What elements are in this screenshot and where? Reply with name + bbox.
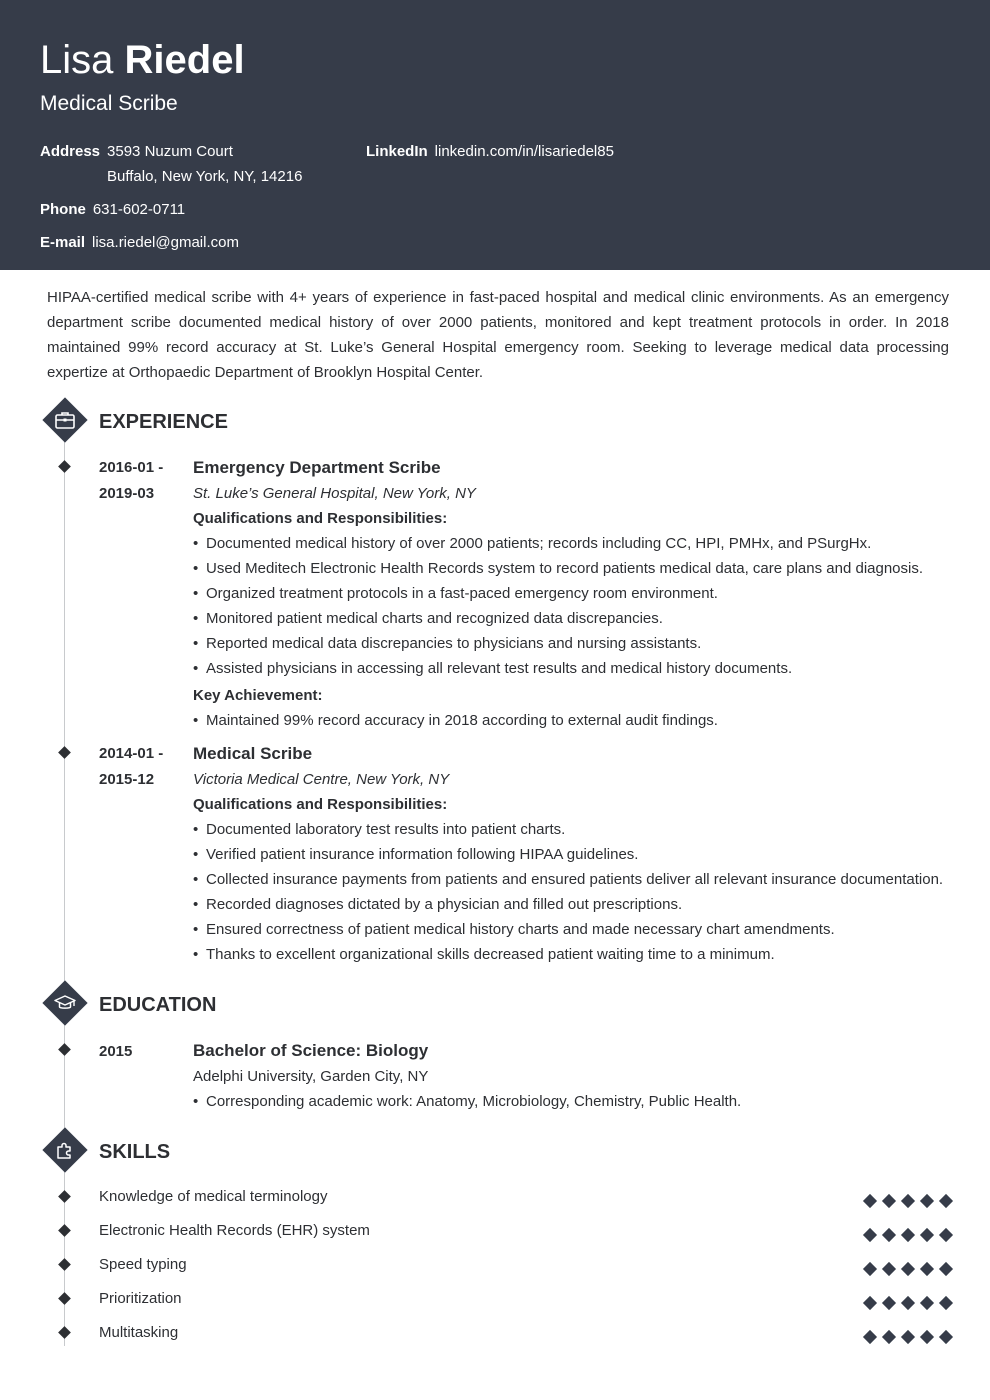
rating-diamond <box>863 1228 877 1242</box>
rating-diamond <box>901 1262 915 1276</box>
coursework-list <box>193 1089 953 1114</box>
skill-rating <box>856 1190 951 1204</box>
education-entry <box>193 1037 953 1114</box>
rating-diamond <box>939 1330 953 1344</box>
school-name: Adelphi University, Garden City, NY <box>193 1068 429 1085</box>
rating-diamond <box>901 1228 915 1242</box>
puzzle-icon <box>53 1138 77 1162</box>
rating-diamond <box>863 1262 877 1276</box>
timeline-dot <box>58 746 71 759</box>
address-line2: Buffalo, New York, NY, 14216 <box>107 168 303 185</box>
rating-diamond <box>920 1296 934 1310</box>
job-entry <box>193 740 953 967</box>
experience-heading: EXPERIENCE <box>99 411 228 433</box>
skill-name: Knowledge of medical terminology <box>99 1188 328 1205</box>
address-label: Address <box>40 143 101 160</box>
job-company: St. Luke’s General Hospital, New York, NY <box>193 485 476 502</box>
rating-diamond <box>939 1194 953 1208</box>
timeline-dot <box>58 460 71 473</box>
timeline-dot <box>58 1224 71 1237</box>
list-item: • Documented medical history of over 2000 patients; records including CC, HPI, PMHx, and PSurgHx. <box>193 531 953 556</box>
address-block <box>40 139 233 164</box>
skill-name: Prioritization <box>99 1290 182 1307</box>
candidate-name <box>40 36 245 84</box>
email-value: lisa.riedel@gmail.com <box>92 234 239 251</box>
profile-summary: HIPAA-certified medical scribe with 4+ years of experience in fast-paced hospital and medical clinic environments. As an emergency department scribe documented medical history of over 2000 patients, monitored and kept treatment protocols in order. In 2018 maintained 99% record accuracy at St. Luke’s General Hospital emergency room. Seeking to leverage medical data processing expertize at Orthopaedic Department of Brooklyn Hospital Center. <box>47 289 949 381</box>
skill-row <box>99 1321 951 1345</box>
rating-diamond <box>901 1296 915 1310</box>
rating-diamond <box>920 1262 934 1276</box>
list-item: • Verified patient insurance information following HIPAA guidelines. <box>193 842 953 867</box>
achievement-heading: Key Achievement: <box>193 687 323 704</box>
rating-diamond <box>920 1228 934 1242</box>
phone-value: 631-602-0711 <box>92 201 186 218</box>
job-date <box>99 741 163 793</box>
timeline-line <box>64 440 65 1346</box>
list-item: • Monitored patient medical charts and recognized data discrepancies. <box>193 606 953 631</box>
job-date-start: 2016-01 - <box>99 459 164 476</box>
last-name: Riedel <box>124 38 245 82</box>
timeline-dot <box>58 1292 71 1305</box>
email-block <box>40 230 239 255</box>
rating-diamond <box>939 1262 953 1276</box>
list-item: • Thanks to excellent organizational skills decreased patient waiting time to a minimum. <box>193 942 953 967</box>
skill-row <box>99 1287 951 1311</box>
skill-rating <box>856 1258 951 1272</box>
rating-diamond <box>939 1296 953 1310</box>
list-item: • Maintained 99% record accuracy in 2018 according to external audit findings. <box>193 708 953 733</box>
skill-rating <box>856 1292 951 1306</box>
rating-diamond <box>901 1330 915 1344</box>
rating-diamond <box>920 1194 934 1208</box>
skill-row <box>99 1185 951 1209</box>
degree-title: Bachelor of Science: Biology <box>193 1041 429 1060</box>
job-title: Emergency Department Scribe <box>193 458 441 477</box>
linkedin-label: LinkedIn <box>366 143 428 160</box>
linkedin-block <box>366 139 614 164</box>
list-item: • Reported medical data discrepancies to physicians and nursing assistants. <box>193 631 953 656</box>
job-title: Medical Scribe <box>193 744 313 763</box>
rating-diamond <box>939 1228 953 1242</box>
resume-header <box>0 0 990 270</box>
list-item: • Corresponding academic work: Anatomy, Microbiology, Chemistry, Public Health. <box>193 1089 953 1114</box>
timeline-dot <box>58 1326 71 1339</box>
rating-diamond <box>882 1194 896 1208</box>
rating-diamond <box>863 1296 877 1310</box>
timeline-dot <box>58 1190 71 1203</box>
phone-label: Phone <box>40 201 86 218</box>
skill-row <box>99 1219 951 1243</box>
address-line1: 3593 Nuzum Court <box>107 143 233 160</box>
rating-diamond <box>882 1262 896 1276</box>
list-item: • Used Meditech Electronic Health Records system to record patients medical data, care plans and diagnosis. <box>193 556 953 581</box>
job-date-end: 2015-12 <box>99 771 155 788</box>
rating-diamond <box>882 1296 896 1310</box>
skill-name: Multitasking <box>99 1324 179 1341</box>
skills-heading: SKILLS <box>99 1141 171 1163</box>
linkedin-value: linkedin.com/in/lisariedel85 <box>434 143 614 160</box>
achievements-list <box>193 708 953 733</box>
skill-row <box>99 1253 951 1277</box>
graduation-cap-icon <box>53 991 77 1015</box>
job-date-end: 2019-03 <box>99 485 155 502</box>
job-entry <box>193 454 953 733</box>
skill-name: Electronic Health Records (EHR) system <box>99 1222 370 1239</box>
timeline-dot <box>58 1258 71 1271</box>
timeline-dot <box>58 1043 71 1056</box>
skill-name: Speed typing <box>99 1256 187 1273</box>
email-label: E-mail <box>40 234 86 251</box>
responsibilities-list <box>193 531 953 681</box>
job-company: Victoria Medical Centre, New York, NY <box>193 771 450 788</box>
phone-block <box>40 197 185 222</box>
rating-diamond <box>863 1330 877 1344</box>
education-year: 2015 <box>99 1043 133 1060</box>
list-item: • Collected insurance payments from patients and ensured patients deliver all relevant insurance documentation. <box>193 867 953 892</box>
first-name: Lisa <box>40 38 114 82</box>
rating-diamond <box>863 1194 877 1208</box>
rating-diamond <box>901 1194 915 1208</box>
education-heading: EDUCATION <box>99 994 217 1016</box>
job-date <box>99 455 163 507</box>
rating-diamond <box>882 1228 896 1242</box>
skill-rating <box>856 1326 951 1340</box>
briefcase-icon <box>53 408 77 432</box>
list-item: • Ensured correctness of patient medical history charts and made necessary chart amendments. <box>193 917 953 942</box>
job-date-start: 2014-01 - <box>99 745 164 762</box>
responsibilities-list <box>193 817 953 967</box>
job-role: Medical Scribe <box>40 92 178 115</box>
qualifications-heading: Qualifications and Responsibilities: <box>193 796 448 813</box>
list-item: • Recorded diagnoses dictated by a physician and filled out prescriptions. <box>193 892 953 917</box>
skill-rating <box>856 1224 951 1238</box>
list-item: • Documented laboratory test results into patient charts. <box>193 817 953 842</box>
rating-diamond <box>882 1330 896 1344</box>
list-item: • Assisted physicians in accessing all relevant test results and medical history documents. <box>193 656 953 681</box>
qualifications-heading: Qualifications and Responsibilities: <box>193 510 448 527</box>
list-item: • Organized treatment protocols in a fast-paced emergency room environment. <box>193 581 953 606</box>
rating-diamond <box>920 1330 934 1344</box>
